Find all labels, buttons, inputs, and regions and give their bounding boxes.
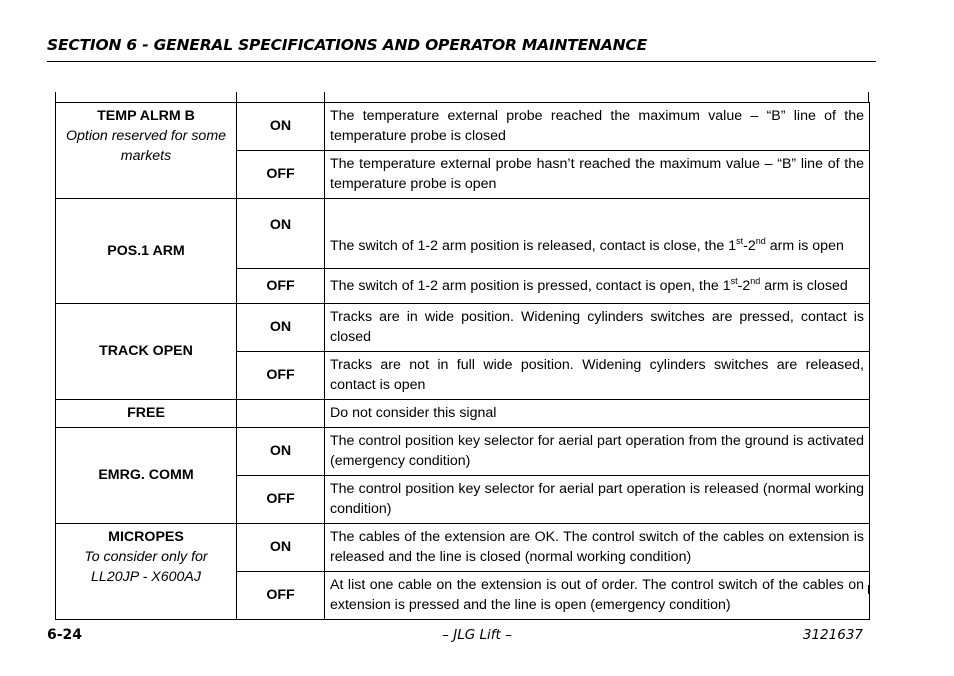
signal-note: Option reserved for some markets bbox=[65, 128, 227, 164]
footer-publisher: – JLG Lift – bbox=[442, 627, 512, 643]
state-description: At list one cable on the extension is out of order. The control switch of the cables on extension is pressed and the line is open (emergency condition) bbox=[325, 572, 870, 620]
table-row bbox=[56, 304, 870, 352]
table-top-continuation bbox=[0, 92, 954, 102]
table-row bbox=[56, 524, 870, 572]
signal-cell-pos1-arm bbox=[56, 199, 237, 304]
table-row bbox=[56, 400, 870, 428]
signal-name: EMRG. COMM bbox=[98, 467, 194, 483]
state-description: Do not consider this signal bbox=[325, 400, 870, 428]
state-description: The switch of 1-2 arm position is released, contact is close, the 1st-2nd arm is open bbox=[325, 199, 870, 269]
state-description: Tracks are not in full wide position. Widening cylinders switches are released, contact is open bbox=[325, 352, 870, 400]
state-description: The temperature external probe reached the maximum value – “B” line of the temperature probe is closed bbox=[325, 103, 870, 151]
state-on: ON bbox=[237, 103, 325, 151]
state-description: The control position key selector for aerial part operation is released (normal working condition) bbox=[325, 476, 870, 524]
state-on: ON bbox=[237, 199, 325, 269]
state-description: The control position key selector for aerial part operation from the ground is activated (emergency condition) bbox=[325, 428, 870, 476]
table-bottom-continuation bbox=[0, 585, 954, 594]
state-off: OFF bbox=[237, 269, 325, 304]
page-number: 6-24 bbox=[47, 627, 83, 643]
table-row bbox=[56, 199, 870, 269]
state-on: ON bbox=[237, 304, 325, 352]
signal-spec-table bbox=[55, 102, 870, 620]
signal-cell-emrg-comm bbox=[56, 428, 237, 524]
state-off: OFF bbox=[237, 476, 325, 524]
table-row bbox=[56, 103, 870, 151]
state-description: The switch of 1-2 arm position is pressed, contact is open, the 1st-2nd arm is closed bbox=[325, 269, 870, 304]
signal-name: MICROPES bbox=[108, 529, 184, 545]
signal-cell-microropes bbox=[56, 524, 237, 620]
signal-name: TRACK OPEN bbox=[99, 343, 193, 359]
signal-cell-temp-alrm-b bbox=[56, 103, 237, 199]
state-on: ON bbox=[237, 428, 325, 476]
document-number: 3121637 bbox=[802, 627, 863, 643]
table-row bbox=[56, 428, 870, 476]
state-description: The temperature external probe hasn’t reached the maximum value – “B” line of the temperature probe is open bbox=[325, 151, 870, 199]
section-title: SECTION 6 - GENERAL SPECIFICATIONS AND OPERATOR MAINTENANCE bbox=[47, 36, 647, 54]
state-off: OFF bbox=[237, 572, 325, 620]
signal-name: FREE bbox=[127, 405, 165, 421]
signal-name: TEMP ALRM B bbox=[97, 108, 195, 124]
state-description: The cables of the extension are OK. The control switch of the cables on extension is released and the line is closed (normal working condition) bbox=[325, 524, 870, 572]
signal-cell-track-open bbox=[56, 304, 237, 400]
state-off: OFF bbox=[237, 151, 325, 199]
title-rule bbox=[47, 61, 876, 62]
signal-note: To consider only for LL20JP - X600AJ bbox=[84, 549, 208, 585]
signal-cell-free bbox=[56, 400, 237, 428]
state-empty bbox=[237, 400, 325, 428]
signal-name: POS.1 ARM bbox=[107, 242, 185, 259]
state-off: OFF bbox=[237, 352, 325, 400]
state-on: ON bbox=[237, 524, 325, 572]
state-description: Tracks are in wide position. Widening cylinders switches are pressed, contact is closed bbox=[325, 304, 870, 352]
